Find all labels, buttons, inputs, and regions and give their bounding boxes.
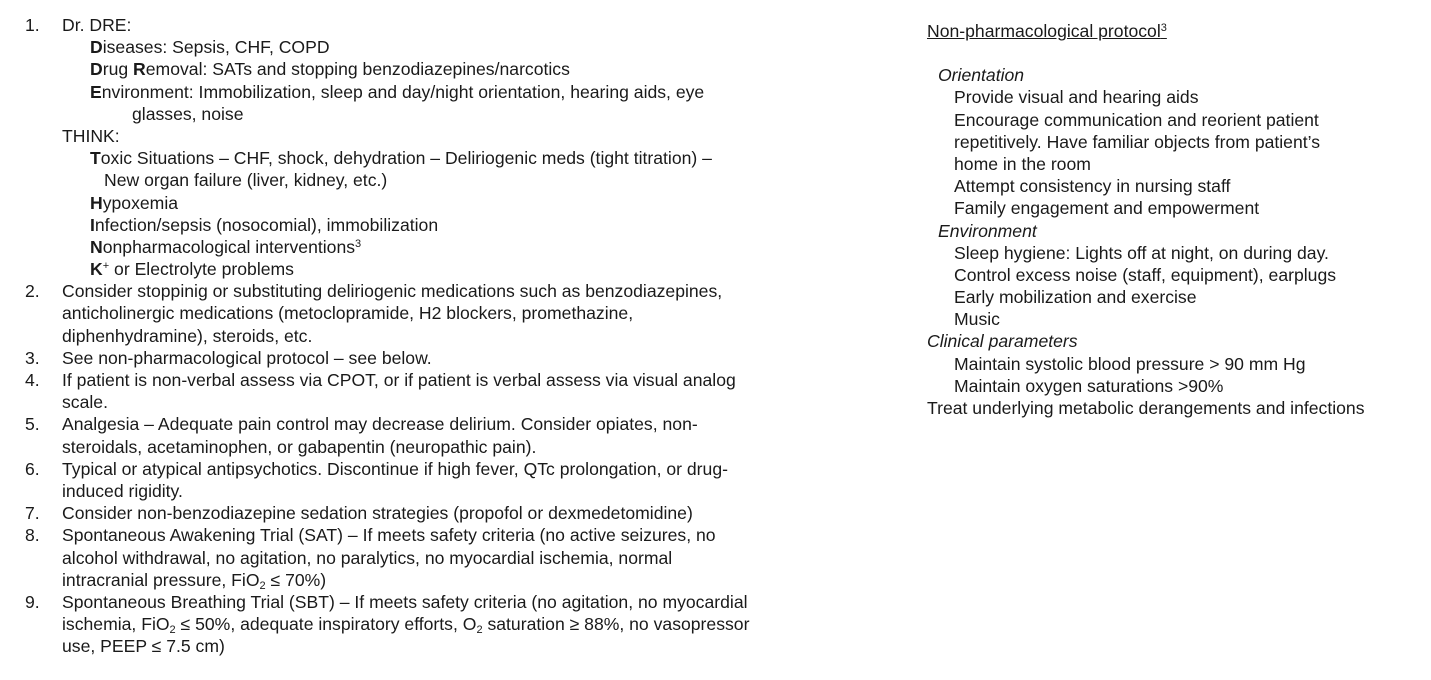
think-nonpharm: Nonpharmacological interventions$^3$ (90, 236, 362, 257)
item-number: 7. (25, 503, 40, 524)
item-number: 3. (25, 347, 40, 368)
item-number: 8. (25, 525, 40, 546)
list-line (0, 413, 900, 435)
list-line (0, 502, 900, 524)
item2-text: Consider stoppinig or substituting deliriogenic medications such as benzodiazepines, (62, 281, 723, 302)
list-line (0, 302, 900, 324)
item9-text: ischemia, FiO$_2$ ≤ 50%, adequate inspiratory efforts, $O_2$ saturation ≥ 88%, no vasopressor (62, 614, 750, 637)
list-line (0, 192, 900, 214)
think-heading: THINK: (62, 125, 120, 146)
list-line (927, 175, 1427, 197)
item7-text: Consider non-benzodiazepine sedation strategies (propofol or dexmedetomidine) (62, 503, 693, 524)
orientation-item: home in the room (954, 153, 1091, 174)
dre-diseases: Diseases: Sepsis, CHF, COPD (90, 37, 330, 58)
item-number: 5. (25, 414, 40, 435)
orientation-item: Family engagement and empowerment (954, 198, 1260, 219)
list-line (927, 242, 1427, 264)
item4-text: If patient is non-verbal assess via CPOT, or if patient is verbal assess via visual analog (62, 370, 736, 390)
list-line (927, 131, 1427, 153)
environment-item: Control excess noise (staff, equipment), earplugs (954, 264, 1337, 285)
list-line (0, 36, 900, 58)
think-toxic-cont: New organ failure (liver, kidney, etc.) (104, 170, 388, 191)
orientation-heading: Orientation (938, 65, 1025, 86)
dre-environment-cont: glasses, noise (132, 103, 244, 124)
list-line (0, 635, 900, 657)
orientation-item: Provide visual and hearing aids (954, 87, 1199, 108)
protocol-footer: Treat underlying metabolic derangements and infections (927, 398, 1365, 418)
clinical-item: Maintain oxygen saturations >90% (954, 375, 1224, 396)
list-line (0, 147, 900, 169)
item-number: 4. (25, 370, 40, 390)
item3-text: See non-pharmacological protocol – see below. (62, 347, 432, 368)
list-line (927, 330, 1427, 352)
item8-text: Spontaneous Awakening Trial (SAT) – If meets safety criteria (no active seizures, no (62, 525, 716, 546)
list-line (927, 86, 1427, 108)
item5-text: steroidals, acetaminophen, or gabapentin (neuropathic pain). (62, 436, 537, 457)
item9-text: Spontaneous Breathing Trial (SBT) – If meets safety criteria (no agitation, no myocardial (62, 591, 748, 612)
non-pharmacological-protocol (927, 20, 1427, 419)
think-toxic: Toxic Situations – CHF, shock, dehydration – Deliriogenic meds (tight titration) – (90, 148, 712, 169)
item-number: 9. (25, 591, 40, 612)
item6-text: Typical or atypical antipsychotics. Discontinue if high fever, QTc prolongation, or drug- (62, 458, 728, 479)
list-line (927, 64, 1427, 86)
list-line (0, 524, 900, 546)
think-hypoxemia: Hypoxemia (90, 192, 179, 213)
item8-text: alcohol withdrawal, no agitation, no paralytics, no myocardial ischemia, normal (62, 547, 673, 568)
environment-item: Music (954, 309, 1000, 330)
clinical-heading: Clinical parameters (927, 331, 1078, 352)
list-line (927, 353, 1427, 375)
list-line (0, 436, 900, 458)
list-line (0, 591, 900, 613)
list-line (927, 20, 1427, 42)
orientation-item: repetitively. Have familiar objects from patient’s (954, 131, 1321, 152)
list-line (0, 103, 900, 125)
list-line (0, 569, 900, 591)
dre-heading: Dr. DRE: (62, 15, 132, 35)
list-line (927, 397, 1427, 419)
orientation-item: Encourage communication and reorient patient (954, 109, 1319, 130)
list-line (0, 369, 900, 391)
think-infection: Infection/sepsis (nosocomial), immobilization (90, 214, 439, 235)
list-line (927, 308, 1427, 330)
item8-text: intracranial pressure, FiO$_2$ ≤ 70%) (62, 569, 327, 592)
list-line (927, 286, 1427, 308)
list-line (0, 125, 900, 147)
delirium-checklist (0, 14, 900, 657)
list-line (927, 220, 1427, 242)
list-line (0, 325, 900, 347)
list-line (0, 280, 900, 302)
list-line (0, 81, 900, 103)
environment-item: Early mobilization and exercise (954, 287, 1197, 308)
list-line (0, 169, 900, 191)
dre-environment: Environment: Immobilization, sleep and day/night orientation, hearing aids, eye (90, 81, 705, 102)
list-line (0, 547, 900, 569)
item2-text: diphenhydramine), steroids, etc. (62, 325, 313, 346)
environment-item: Sleep hygiene: Lights off at night, on during day. (954, 242, 1329, 263)
list-line (927, 264, 1427, 286)
list-line (0, 214, 900, 236)
list-line (0, 458, 900, 480)
item9-text: use, PEEP ≤ 7.5 cm) (62, 636, 225, 657)
list-line (0, 58, 900, 80)
list-line (927, 153, 1427, 175)
item6-text: induced rigidity. (62, 480, 183, 501)
list-line (0, 258, 900, 280)
list-line (0, 480, 900, 502)
list-line (0, 347, 900, 369)
item4-text: scale. (62, 392, 108, 413)
dre-drug-removal: Drug Removal: SATs and stopping benzodiazepines/narcotics (90, 59, 570, 80)
list-line (927, 197, 1427, 219)
list-line (0, 236, 900, 258)
environment-heading: Environment (938, 220, 1037, 241)
list-line (927, 109, 1427, 131)
protocol-title: Non-pharmacological protocol$^3$ (927, 21, 1167, 41)
clinical-item: Maintain systolic blood pressure > 90 mm Hg (954, 353, 1306, 374)
list-line (0, 613, 900, 635)
item-number: 2. (25, 281, 40, 302)
item-number: 6. (25, 458, 40, 479)
list-line (0, 391, 900, 413)
think-electrolyte: K+ or Electrolyte problems (90, 259, 294, 280)
list-line (927, 375, 1427, 397)
item-number: 1. (25, 15, 40, 35)
item2-text: anticholinergic medications (metoclopramide, H2 blockers, promethazine, (62, 303, 634, 324)
orientation-item: Attempt consistency in nursing staff (954, 176, 1231, 197)
spacer (927, 42, 1427, 64)
item5-text: Analgesia – Adequate pain control may decrease delirium. Consider opiates, non- (62, 414, 698, 435)
list-line (0, 14, 900, 36)
